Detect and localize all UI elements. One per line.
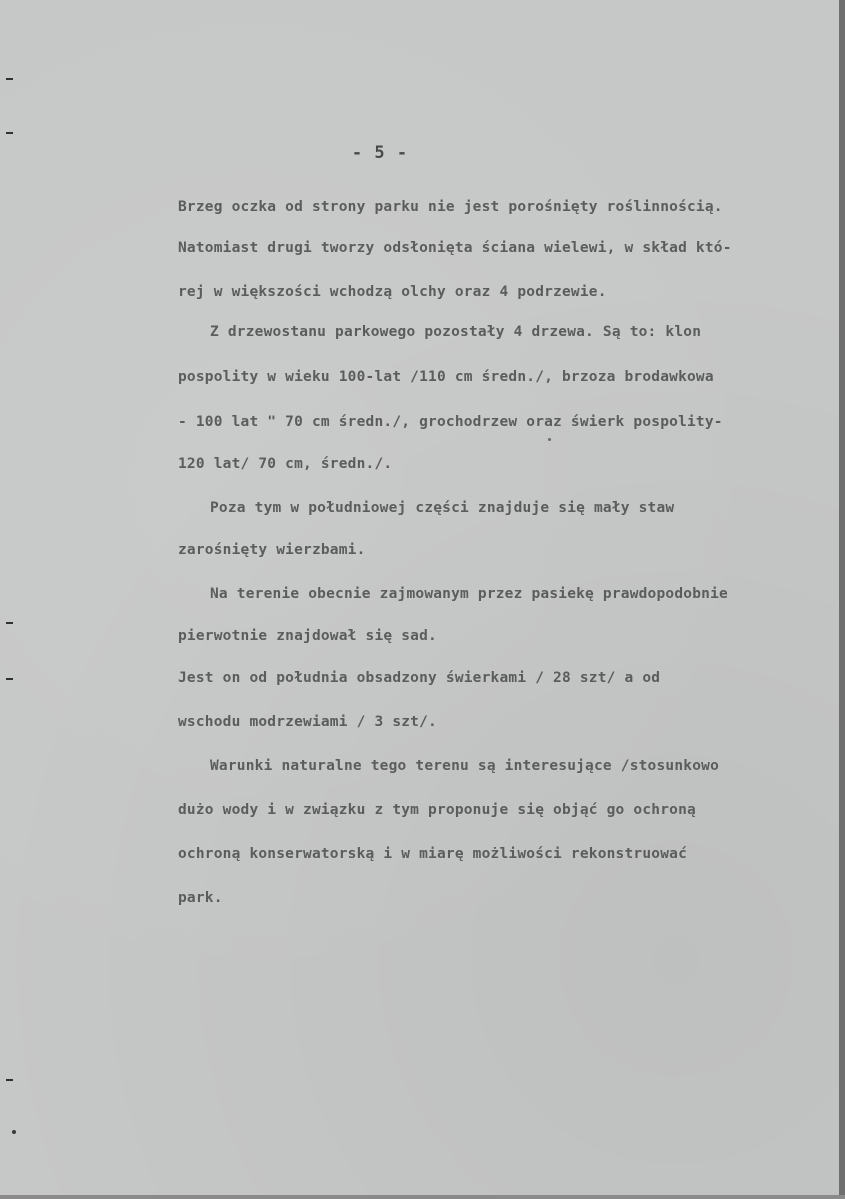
text-line: - 100 lat " 70 cm średn./, grochodrzew oraz świerk pospolity- xyxy=(178,414,723,430)
margin-mark xyxy=(6,622,13,624)
text-line: 120 lat/ 70 cm, średn./. xyxy=(178,456,393,472)
text-line: zarośnięty wierzbami. xyxy=(178,542,366,558)
text-line: Brzeg oczka od strony parku nie jest porośnięty roślinnością. xyxy=(178,199,723,215)
text-line: park. xyxy=(178,890,223,906)
scan-edge-right xyxy=(839,0,845,1199)
punch-hole-mark xyxy=(12,1130,16,1134)
text-line: ochroną konserwatorską i w miarę możliwości rekonstruować xyxy=(178,846,687,862)
margin-mark xyxy=(6,678,13,680)
text-line: pierwotnie znajdował się sad. xyxy=(178,628,437,644)
margin-mark xyxy=(6,132,13,134)
text-line: pospolity w wieku 100-lat /110 cm średn./, brzoza brodawkowa xyxy=(178,369,714,385)
margin-mark xyxy=(6,1079,13,1081)
text-line: rej w większości wchodzą olchy oraz 4 podrzewie. xyxy=(178,284,607,300)
text-line: dużo wody i w związku z tym proponuje się objąć go ochroną xyxy=(178,802,696,818)
text-line: Na terenie obecnie zajmowanym przez pasiekę prawdopodobnie xyxy=(210,586,728,602)
text-line: Natomiast drugi tworzy odsłonięta ściana wielewi, w skład któ- xyxy=(178,240,732,256)
text-line: Warunki naturalne tego terenu są interesujące /stosunkowo xyxy=(210,758,719,774)
text-line: wschodu modrzewiami / 3 szt/. xyxy=(178,714,437,730)
text-line: Poza tym w południowej części znajduje się mały staw xyxy=(210,500,675,516)
margin-mark xyxy=(6,78,13,80)
scan-edge-bottom xyxy=(0,1195,845,1199)
text-line: Jest on od południa obsadzony świerkami / 28 szt/ a od xyxy=(178,670,661,686)
page-number: - 5 - xyxy=(351,143,409,163)
text-line: Z drzewostanu parkowego pozostały 4 drzewa. Są to: klon xyxy=(210,324,702,340)
scan-speck xyxy=(548,438,551,441)
